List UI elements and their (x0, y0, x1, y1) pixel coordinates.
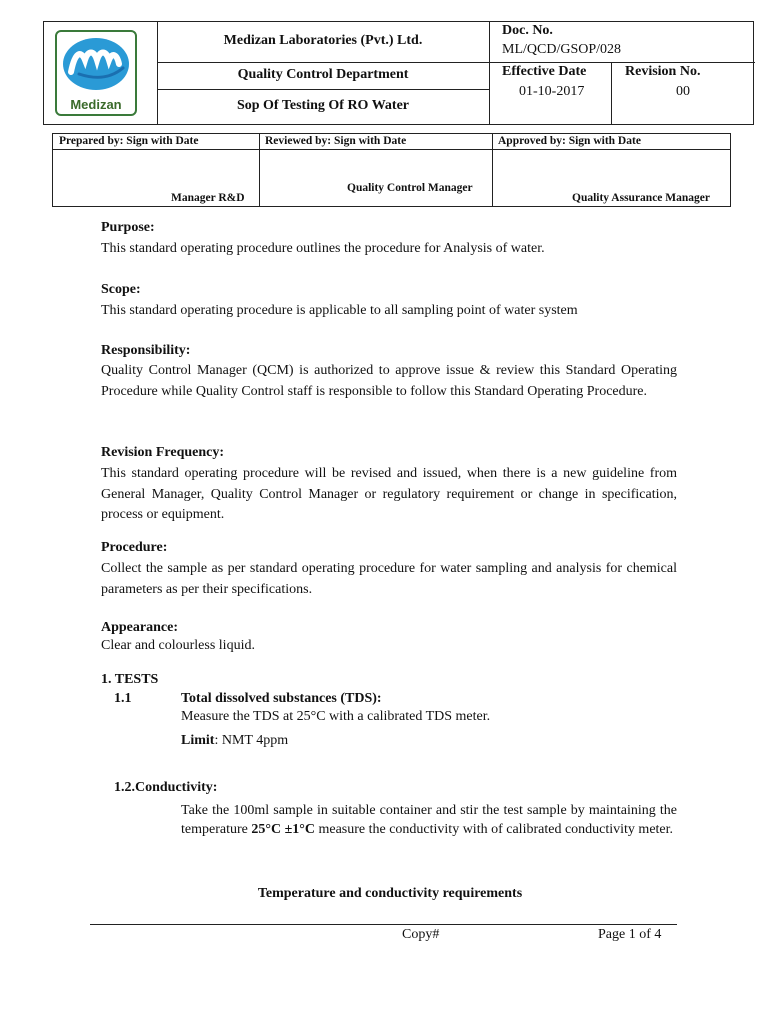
test-2-text (181, 802, 677, 839)
limit-label: Limit (181, 733, 215, 748)
prepared-by-header: Prepared by: Sign with Date (59, 135, 199, 147)
purpose-text: This standard operating procedure outlines the procedure for Analysis of water. (101, 241, 545, 256)
revision-frequency-text: This standard operating procedure will be revised and issued, when there is a new guideline from General Manager, Quality Control Manager or regulatory requirement or change in specification, process or equipment. (101, 466, 677, 523)
responsibility-text: Quality Control Manager (QCM) is authorized to approve issue & review this Standard Operating Procedure while Quality Control staff is responsible to follow this Standard Operating Procedure. (101, 363, 677, 399)
scope-text: This standard operating procedure is applicable to all sampling point of water system (101, 303, 578, 318)
purpose-heading: Purpose: (101, 220, 155, 235)
test-2-text-a: Take the 100ml sample in suitable container and stir the test sample by maintaining the temperature (181, 803, 677, 837)
limit-value: : NMT 4ppm (214, 733, 289, 748)
table-caption: Temperature and conductivity requirements (257, 886, 523, 901)
revision-value: 00 (676, 84, 690, 99)
footer-divider (90, 924, 677, 925)
reviewed-by-name: Quality Control Manager (347, 182, 473, 194)
company-name: Medizan Laboratories (Pvt.) Ltd. (223, 33, 423, 48)
procedure-text: Collect the sample as per standard operating procedure for water sampling and analysis for chemical parameters as per their specifications. (101, 561, 677, 597)
prepared-by-name: Manager R&D (171, 192, 245, 204)
doc-no-label: Doc. No. (502, 23, 553, 38)
footer-copy: Copy# (402, 927, 440, 942)
appearance-text: Clear and colourless liquid. (101, 638, 255, 653)
revision-frequency-heading: Revision Frequency: (101, 445, 225, 460)
signature-table (52, 133, 731, 207)
logo-wordmark: Medizan (70, 97, 122, 112)
footer-page-number: Page 1 of 4 (598, 927, 662, 942)
document-header-table (43, 21, 754, 125)
tests-heading: 1. TESTS (101, 672, 159, 687)
effective-date-value: 01-10-2017 (519, 84, 585, 99)
test-2-temperature: 25°C ±1°C (251, 821, 315, 837)
test-1-text: Measure the TDS at 25°C with a calibrated TDS meter. (181, 709, 491, 724)
responsibility-heading: Responsibility: (101, 343, 191, 358)
effective-date-label: Effective Date (502, 64, 587, 79)
doc-no-value: ML/QCD/GSOP/028 (502, 42, 622, 57)
test-1-limit (181, 733, 288, 749)
test-1-number: 1.1 (114, 691, 132, 706)
appearance-heading: Appearance: (101, 620, 178, 635)
approved-by-name: Quality Assurance Manager (572, 192, 710, 204)
test-2-title: 1.2.Conductivity: (114, 780, 218, 795)
medizan-logo-icon (57, 34, 135, 96)
approved-by-header: Approved by: Sign with Date (498, 135, 641, 147)
procedure-heading: Procedure: (101, 540, 168, 555)
reviewed-by-header: Reviewed by: Sign with Date (265, 135, 407, 147)
sop-title: Sop Of Testing Of RO Water (236, 98, 410, 113)
department-name: Quality Control Department (237, 67, 409, 82)
scope-heading: Scope: (101, 282, 141, 297)
test-1-title: Total dissolved substances (TDS): (181, 691, 382, 706)
revision-label: Revision No. (625, 64, 701, 79)
company-logo (55, 30, 137, 116)
test-2-text-b: measure the conductivity with of calibrated conductivity meter. (318, 821, 674, 837)
